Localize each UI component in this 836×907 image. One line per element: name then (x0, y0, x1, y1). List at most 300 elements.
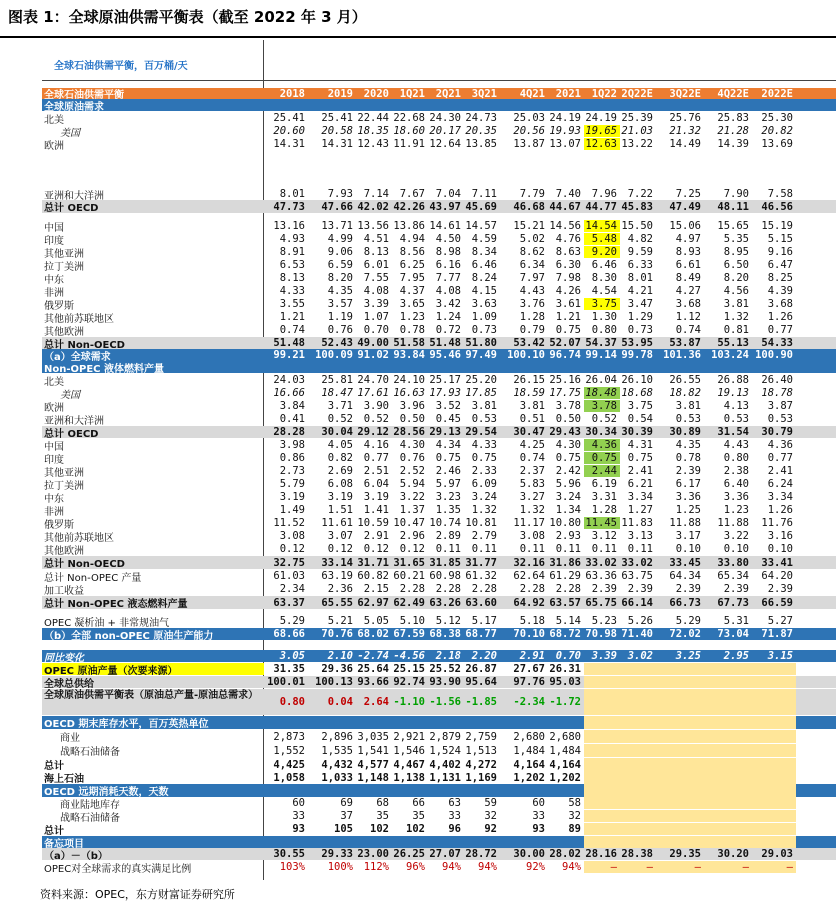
table-cell: 4,467 (393, 758, 425, 771)
table-cell: 63.57 (549, 596, 581, 609)
table-cell (584, 164, 620, 176)
table-cell: 27.67 (513, 663, 545, 675)
table-cell: 45.83 (621, 200, 653, 213)
table-cell: 4.93 (279, 233, 305, 245)
table-cell: 29.35 (669, 848, 701, 860)
table-cell: 11.88 (669, 517, 701, 529)
table-cell: 2.28 (519, 583, 545, 595)
table-cell: 9.16 (767, 246, 793, 258)
table-cell: 4.30 (399, 439, 425, 451)
table-cell: 47.49 (669, 200, 701, 213)
table-cell: 0.75 (471, 452, 497, 464)
table-cell: 3.52 (435, 400, 461, 412)
table-cell: 8.25 (767, 272, 793, 284)
table-cell: 4,272 (465, 758, 497, 771)
table-cell (752, 784, 796, 797)
table-cell: 15.19 (761, 220, 793, 232)
table-cell (620, 151, 656, 163)
row-label: 总计 Non-OPEC 产量 (44, 572, 142, 582)
table-cell (752, 771, 796, 784)
table-cell: 95.64 (465, 676, 497, 688)
table-cell: 2,759 (465, 730, 497, 743)
table-cell: 31.77 (465, 556, 497, 569)
table-cell: 1.26 (767, 311, 793, 323)
table-cell (584, 836, 620, 848)
table-cell: 3.81 (723, 298, 749, 310)
table-cell (264, 151, 308, 163)
table-cell: 29.03 (761, 848, 793, 860)
table-cell: 3.12 (591, 530, 617, 542)
table-cell: 4.76 (555, 233, 581, 245)
table-cell (464, 836, 500, 848)
table-cell: 60 (292, 797, 305, 809)
table-row (42, 530, 836, 542)
table-cell: 93 (532, 823, 545, 835)
table-cell: 5.29 (675, 615, 701, 627)
table-cell: 1.30 (591, 311, 617, 323)
table-cell: 1,552 (273, 744, 305, 757)
table-cell: 1,033 (321, 771, 353, 784)
table-cell: 3.98 (279, 439, 305, 451)
table-cell: 0.52 (591, 413, 617, 425)
table-cell (584, 676, 620, 688)
table-cell (752, 151, 796, 163)
table-cell: 3.63 (471, 298, 497, 310)
table-cell: 24.19 (585, 112, 617, 124)
table-cell: 14.39 (717, 138, 749, 150)
table-cell: 8.24 (471, 272, 497, 284)
table-row (42, 400, 836, 412)
table-cell: 3.17 (675, 530, 701, 542)
table-cell: 6.61 (675, 259, 701, 271)
table-cell: 6.08 (327, 478, 353, 490)
table-cell: 2,921 (393, 730, 425, 743)
table-cell: 6.50 (723, 259, 749, 271)
table-cell: 47.66 (321, 200, 353, 213)
table-cell: 43.97 (429, 200, 461, 213)
table-cell: 28.16 (585, 848, 617, 860)
table-cell: 0.70 (363, 324, 389, 336)
table-row (42, 259, 836, 271)
table-row (42, 570, 836, 582)
table-cell: 3Q21 (471, 88, 497, 99)
table-cell: 18.82 (669, 387, 701, 399)
table-cell: 22.68 (393, 112, 425, 124)
table-cell: 10.59 (357, 517, 389, 529)
table-cell: 18.59 (513, 387, 545, 399)
source-note: 资料来源：OPEC，东方财富证券研究所 (40, 888, 235, 901)
table-row (42, 491, 836, 503)
table-cell (620, 164, 656, 176)
table-cell: 63 (448, 797, 461, 809)
table-cell (264, 361, 308, 373)
table-cell: 9.20 (584, 246, 620, 258)
table-cell: 5.35 (723, 233, 749, 245)
row-label: 印度 (44, 454, 64, 464)
table-cell: 62.64 (513, 570, 545, 582)
table-cell: 0.50 (399, 413, 425, 425)
table-cell: 4.56 (723, 285, 749, 297)
table-cell: 62.49 (393, 596, 425, 609)
table-cell: 0.12 (279, 543, 305, 555)
table-cell: 3.78 (555, 400, 581, 412)
table-cell: 30.00 (513, 848, 545, 860)
table-cell: 25.83 (717, 112, 749, 124)
table-cell: 7.40 (555, 188, 581, 200)
table-cell: 12.43 (357, 138, 389, 150)
table-cell: 17.75 (549, 387, 581, 399)
table-row (42, 138, 836, 150)
table-cell: 100.01 (267, 676, 305, 688)
table-cell: 3.31 (591, 491, 617, 503)
table-cell: 5.21 (327, 615, 353, 627)
row-label: 美国 (60, 389, 80, 399)
table-cell: 3.55 (279, 298, 305, 310)
table-cell: 33.14 (321, 556, 353, 569)
table-cell: 18.35 (357, 125, 389, 137)
table-cell: 3.76 (519, 298, 545, 310)
row-label: 非洲 (44, 287, 64, 297)
table-cell: 29.36 (321, 663, 353, 675)
table-cell: 2.39 (767, 583, 793, 595)
table-cell: -1.56 (429, 696, 461, 708)
table-cell: 0.53 (723, 413, 749, 425)
table-cell (704, 784, 752, 797)
table-cell: 2.38 (723, 465, 749, 477)
table-cell: 94% (478, 861, 497, 873)
table-cell: 0.77 (363, 452, 389, 464)
table-cell (392, 836, 428, 848)
table-cell (620, 361, 656, 373)
table-cell: 4.30 (555, 439, 581, 451)
table-row (42, 848, 836, 860)
table-cell: 2Q21 (435, 88, 461, 99)
table-cell: 2.28 (399, 583, 425, 595)
table-cell: 6.53 (279, 259, 305, 271)
table-cell: 45.69 (465, 200, 497, 213)
table-cell (656, 676, 704, 688)
table-cell: 13.69 (761, 138, 793, 150)
table-cell: 68.72 (549, 628, 581, 640)
table-row (42, 676, 836, 688)
table-cell: 0.77 (767, 324, 793, 336)
row-label: 美国 (60, 127, 80, 137)
table-row (42, 583, 836, 595)
table-cell: 2.34 (279, 583, 305, 595)
table-row (42, 233, 836, 245)
table-cell: 26.31 (549, 663, 581, 675)
table-cell: 60.21 (393, 570, 425, 582)
table-cell: 4,425 (273, 758, 305, 771)
table-cell: 102 (370, 823, 389, 835)
table-cell: 47.73 (273, 200, 305, 213)
table-cell: 4.34 (435, 439, 461, 451)
table-cell: 5.02 (519, 233, 545, 245)
page-title: 图表 1：全球原油供需平衡表（截至 2022 年 3 月） (8, 8, 367, 26)
row-label: 其他亚洲 (44, 248, 84, 258)
table-cell: 1.32 (723, 311, 749, 323)
table-cell (656, 99, 704, 111)
table-cell (752, 744, 796, 757)
table-cell: 24.19 (549, 112, 581, 124)
row-label: OECD 远期消耗天数，天数 (44, 787, 169, 797)
table-row (42, 556, 836, 569)
table-cell: 3.13 (627, 530, 653, 542)
table-cell: 9.06 (327, 246, 353, 258)
table-cell (620, 771, 656, 784)
table-cell: 3.22 (399, 491, 425, 503)
table-cell: 95.03 (549, 676, 581, 688)
table-cell: 63.26 (429, 596, 461, 609)
row-label: Non-OPEC 液体燃料产量 (44, 363, 164, 373)
table-cell: 23.00 (357, 848, 389, 860)
table-cell: 4.97 (675, 233, 701, 245)
table-cell: 4.27 (675, 285, 701, 297)
row-label: （b）全部 non-OPEC 原油生产能力 (44, 630, 214, 640)
table-cell (548, 99, 584, 111)
table-cell: 3.24 (555, 491, 581, 503)
table-cell: 2.46 (435, 465, 461, 477)
table-cell: 5.97 (435, 478, 461, 490)
table-cell (752, 810, 796, 822)
table-cell: 4,164 (549, 758, 581, 771)
table-cell: 42.02 (357, 200, 389, 213)
table-cell: 2,873 (273, 730, 305, 743)
table-cell: 93.66 (357, 676, 389, 688)
row-label: 战略石油储备 (60, 747, 120, 757)
table-cell: 7.97 (519, 272, 545, 284)
table-cell (704, 771, 752, 784)
table-cell: – (584, 861, 620, 873)
table-cell: 4.51 (363, 233, 389, 245)
table-cell: 24.30 (429, 112, 461, 124)
table-cell: 33 (448, 810, 461, 822)
table-cell: 2,680 (549, 730, 581, 743)
table-cell: 2.79 (471, 530, 497, 542)
table-cell: 25.64 (357, 663, 389, 675)
table-cell: 11.83 (621, 517, 653, 529)
table-cell: 3.84 (279, 400, 305, 412)
table-cell (584, 689, 620, 715)
table-cell: 5.14 (555, 615, 581, 627)
table-cell (428, 361, 464, 373)
table-row (42, 861, 836, 873)
table-cell: 54.33 (761, 337, 793, 349)
table-cell (656, 151, 704, 163)
table-cell: 20.35 (465, 125, 497, 137)
table-cell (392, 784, 428, 797)
table-cell: 4.59 (471, 233, 497, 245)
table-cell: 0.04 (327, 696, 353, 708)
table-cell: 53.87 (669, 337, 701, 349)
table-cell: 4.36 (584, 439, 620, 451)
table-cell: 6.40 (723, 478, 749, 490)
table-row (42, 349, 836, 361)
table-cell: 26.55 (669, 374, 701, 386)
table-cell: 11.52 (273, 517, 305, 529)
table-cell: 70.98 (585, 628, 617, 640)
table-cell: 25.41 (273, 112, 305, 124)
table-cell: 7.25 (675, 188, 701, 200)
table-cell: 92.74 (393, 676, 425, 688)
table-row (42, 689, 836, 715)
table-cell: 8.34 (471, 246, 497, 258)
table-cell: 6.01 (363, 259, 389, 271)
table-cell: 3.15 (767, 650, 793, 662)
table-cell: 30.39 (621, 426, 653, 438)
table-cell (656, 758, 704, 771)
table-cell: 26.87 (465, 663, 497, 675)
table-cell: 67.73 (717, 596, 749, 609)
table-cell (752, 758, 796, 771)
table-cell: 0.11 (555, 543, 581, 555)
table-cell: 4,577 (357, 758, 389, 771)
table-cell: 16.63 (393, 387, 425, 399)
table-cell: 33.41 (761, 556, 793, 569)
table-cell (392, 99, 428, 111)
table-row (42, 797, 836, 809)
table-row (42, 836, 836, 848)
table-cell: 1.21 (279, 311, 305, 323)
table-cell: 30.04 (321, 426, 353, 438)
table-cell: 2.52 (399, 465, 425, 477)
table-cell (752, 730, 796, 743)
table-cell: 10.47 (393, 517, 425, 529)
table-cell: 102 (406, 823, 425, 835)
table-cell: 0.53 (471, 413, 497, 425)
table-cell: 2.28 (471, 583, 497, 595)
table-cell: 30.79 (761, 426, 793, 438)
table-cell: 3.08 (279, 530, 305, 542)
table-cell: 2.91 (363, 530, 389, 542)
table-cell: 1Q22 (591, 88, 617, 99)
table-cell: 61.32 (465, 570, 497, 582)
table-cell: 1.21 (555, 311, 581, 323)
table-cell: 66 (412, 797, 425, 809)
table-cell: 3.24 (471, 491, 497, 503)
table-cell: 4.39 (767, 285, 793, 297)
table-cell: 89 (568, 823, 581, 835)
table-cell: 93.84 (393, 349, 425, 361)
table-cell (752, 663, 796, 675)
table-cell: 4,432 (321, 758, 353, 771)
table-cell: 7.55 (363, 272, 389, 284)
table-cell: 6.34 (519, 259, 545, 271)
table-cell: 2021 (555, 88, 581, 99)
table-row (42, 426, 836, 438)
table-row (42, 439, 836, 451)
table-cell (656, 730, 704, 743)
table-cell: 63.60 (465, 596, 497, 609)
table-cell: 2.42 (555, 465, 581, 477)
row-label: 俄罗斯 (44, 519, 74, 529)
table-cell: 2.39 (627, 583, 653, 595)
table-cell: 70.76 (321, 628, 353, 640)
table-row (42, 164, 836, 176)
table-cell: 30.34 (585, 426, 617, 438)
table-cell: 2.15 (363, 583, 389, 595)
table-cell: 16.66 (273, 387, 305, 399)
table-cell: 18.68 (621, 387, 653, 399)
table-cell: 14.57 (465, 220, 497, 232)
table-cell: 6.59 (327, 259, 353, 271)
table-cell (308, 836, 356, 848)
table-cell (752, 676, 796, 688)
table-cell: 10.74 (429, 517, 461, 529)
table-cell: 4.99 (327, 233, 353, 245)
table-subtitle: 全球石油供需平衡，百万桶/天 (54, 61, 188, 72)
table-row (42, 478, 836, 490)
table-cell: 0.50 (555, 413, 581, 425)
row-label: 亚洲和大洋洲 (44, 415, 104, 425)
table-cell: 5.23 (591, 615, 617, 627)
table-cell: 33.02 (621, 556, 653, 569)
table-cell: 4.26 (555, 285, 581, 297)
table-cell: 31.71 (357, 556, 389, 569)
table-cell: 25.15 (393, 663, 425, 675)
table-cell: 68.77 (465, 628, 497, 640)
row-label: 总计 Non-OPEC 液态燃料产量 (44, 599, 188, 609)
table-cell (264, 99, 308, 111)
table-cell: 0.86 (279, 452, 305, 464)
table-cell: 1,058 (273, 771, 305, 784)
table-cell: 0.80 (591, 324, 617, 336)
table-cell: 33.45 (669, 556, 701, 569)
table-cell: 94% (562, 861, 581, 873)
table-cell (308, 784, 356, 797)
table-cell (584, 823, 620, 835)
table-cell: 3Q22E (669, 88, 701, 99)
table-cell: -4.56 (393, 650, 425, 662)
table-cell (500, 164, 548, 176)
table-cell: 3.02 (627, 650, 653, 662)
table-cell: 3.08 (519, 530, 545, 542)
table-cell: 1,202 (549, 771, 581, 784)
table-cell: 3.96 (399, 400, 425, 412)
table-cell (500, 99, 548, 111)
row-label: 备忘项目 (44, 838, 84, 848)
table-cell: 18.47 (321, 387, 353, 399)
row-label: 其他欧洲 (44, 545, 84, 555)
table-cell (356, 151, 392, 163)
table-cell: 2.39 (675, 465, 701, 477)
table-cell: 2.64 (363, 696, 389, 708)
table-row (42, 716, 836, 729)
table-cell (584, 361, 620, 373)
table-cell: 1.07 (363, 311, 389, 323)
table-cell: 49.00 (357, 337, 389, 349)
table-cell (464, 151, 500, 163)
table-row (42, 596, 836, 609)
table-cell: 3.78 (584, 400, 620, 412)
table-cell (656, 836, 704, 848)
table-cell: 3.90 (363, 400, 389, 412)
table-cell: 68 (376, 797, 389, 809)
table-cell: 0.10 (723, 543, 749, 555)
table-cell: 96% (406, 861, 425, 873)
row-label: 总计 Non-OECD (44, 559, 125, 569)
table-cell: 0.76 (399, 452, 425, 464)
table-cell (752, 689, 796, 715)
table-cell: 8.56 (399, 246, 425, 258)
table-cell: 28.28 (273, 426, 305, 438)
table-cell: 0.11 (627, 543, 653, 555)
row-label: 欧洲 (44, 402, 64, 412)
table-cell (356, 164, 392, 176)
table-cell: 1.27 (627, 504, 653, 516)
table-cell (584, 151, 620, 163)
table-cell (704, 730, 752, 743)
